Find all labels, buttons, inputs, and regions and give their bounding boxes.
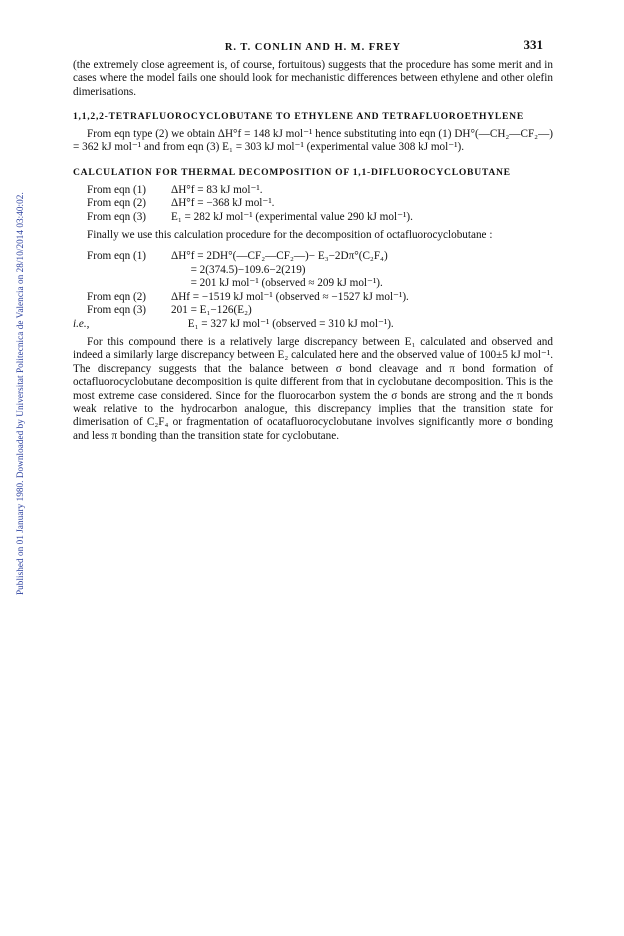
equation-label — [73, 277, 171, 290]
equation-label: i.e., — [73, 317, 90, 330]
equation-label: From eqn (3) — [87, 304, 147, 317]
equation-label: From eqn (1) — [87, 250, 147, 263]
conclusion-paragraph: For this compound there is a relatively large discrepancy between E₁ calculated and observed and indeed a similarly large discrepancy between E₂ calculated here and the observed value of 100±5 kJ mol⁻¹. The discrepancy suggests that the balance between σ bond cleavage and π bond formation of octafluorocyclobutane decomposition is quite different from that in cyclobutane decomposition. This is the most extreme case considered. Since for the fluorocarbon system the σ bonds are strong and the π bonds weak relative to the hydrocarbon analogue, this discrepancy implies that the transition state for dimerisation of C₂F₄ or fragmentation of ocatafluorocyclobutane involves significantly more σ bonding and less π bonding than the transition state for cyclobutane. — [73, 335, 553, 442]
equation-label — [73, 264, 171, 277]
equation-block-difluoro — [73, 184, 553, 224]
equation-expression: 201 = E₁−126(E₂) — [171, 304, 252, 317]
section1-paragraph: From eqn type (2) we obtain ΔH°f = 148 kJ mol⁻¹ hence substituting into eqn (1) DH°(—CH₂—CF₂—) = 362 kJ mol⁻¹ and from eqn (3) E₁ = 303 kJ mol⁻¹ (experimental value 308 kJ mol⁻¹). — [73, 127, 553, 154]
download-watermark — [3, 95, 25, 595]
equation-expression: E₁ = 327 kJ mol⁻¹ (observed = 310 kJ mol⁻¹). — [171, 317, 394, 330]
equation-label: From eqn (1) — [87, 183, 147, 196]
section-heading-tetrafluorocyclobutane: 1,1,2,2-TETRAFLUOROCYCLOBUTANE TO ETHYLENE AND TETRAFLUOROETHYLENE — [73, 111, 524, 123]
equation-block-octafluoro — [73, 250, 553, 330]
running-header — [73, 38, 553, 54]
transition-paragraph: Finally we use this calculation procedure for the decomposition of octafluorocyclobutane : — [87, 229, 493, 242]
equation-label: From eqn (2) — [87, 290, 147, 303]
equation-expression: ΔH°f = 2DH°(—CF₂—CF₂—)− E₃−2Dπ°(C₂F₄) — [171, 250, 388, 263]
equation-expression: E₁ = 282 kJ mol⁻¹ (experimental value 290 kJ mol⁻¹). — [171, 210, 413, 223]
equation-line — [73, 264, 553, 277]
equation-expression: ΔH°f = −368 kJ mol⁻¹. — [171, 197, 275, 210]
equation-label: From eqn (2) — [87, 197, 147, 210]
page-content — [73, 38, 553, 443]
equation-label: From eqn (3) — [87, 210, 147, 223]
equation-expression: = 201 kJ mol⁻¹ (observed ≈ 209 kJ mol⁻¹). — [171, 277, 383, 290]
equation-line — [73, 304, 553, 317]
equation-line — [73, 291, 553, 304]
intro-paragraph: (the extremely close agreement is, of course, fortuitous) suggests that the procedure has some merit and in cases where the model fails one should look for mechanistic differences between ethylene and other olefin dimerisations. — [73, 59, 553, 98]
equation-line — [73, 250, 553, 263]
equation-line — [73, 197, 553, 210]
equation-expression: = 2(374.5)−109.6−2(219) — [171, 263, 306, 276]
equation-line — [73, 211, 553, 224]
equation-line — [73, 318, 553, 331]
header-authors: R. T. CONLIN AND H. M. FREY — [224, 42, 402, 53]
download-watermark-text: Published on 01 January 1980. Downloaded by Universitat Politecnica de Valencia on 28/10/2014 03:40:02. — [15, 192, 25, 595]
equation-expression: ΔHf = −1519 kJ mol⁻¹ (observed ≈ −1527 kJ mol⁻¹). — [171, 290, 409, 303]
section-heading-difluorocyclobutane: CALCULATION FOR THERMAL DECOMPOSITION OF 1,1-DIFLUOROCYCLOBUTANE — [73, 167, 511, 179]
page-number: 331 — [523, 37, 543, 52]
equation-line — [73, 277, 553, 290]
equation-line — [73, 184, 553, 197]
equation-expression: ΔH°f = 83 kJ mol⁻¹. — [171, 183, 263, 196]
